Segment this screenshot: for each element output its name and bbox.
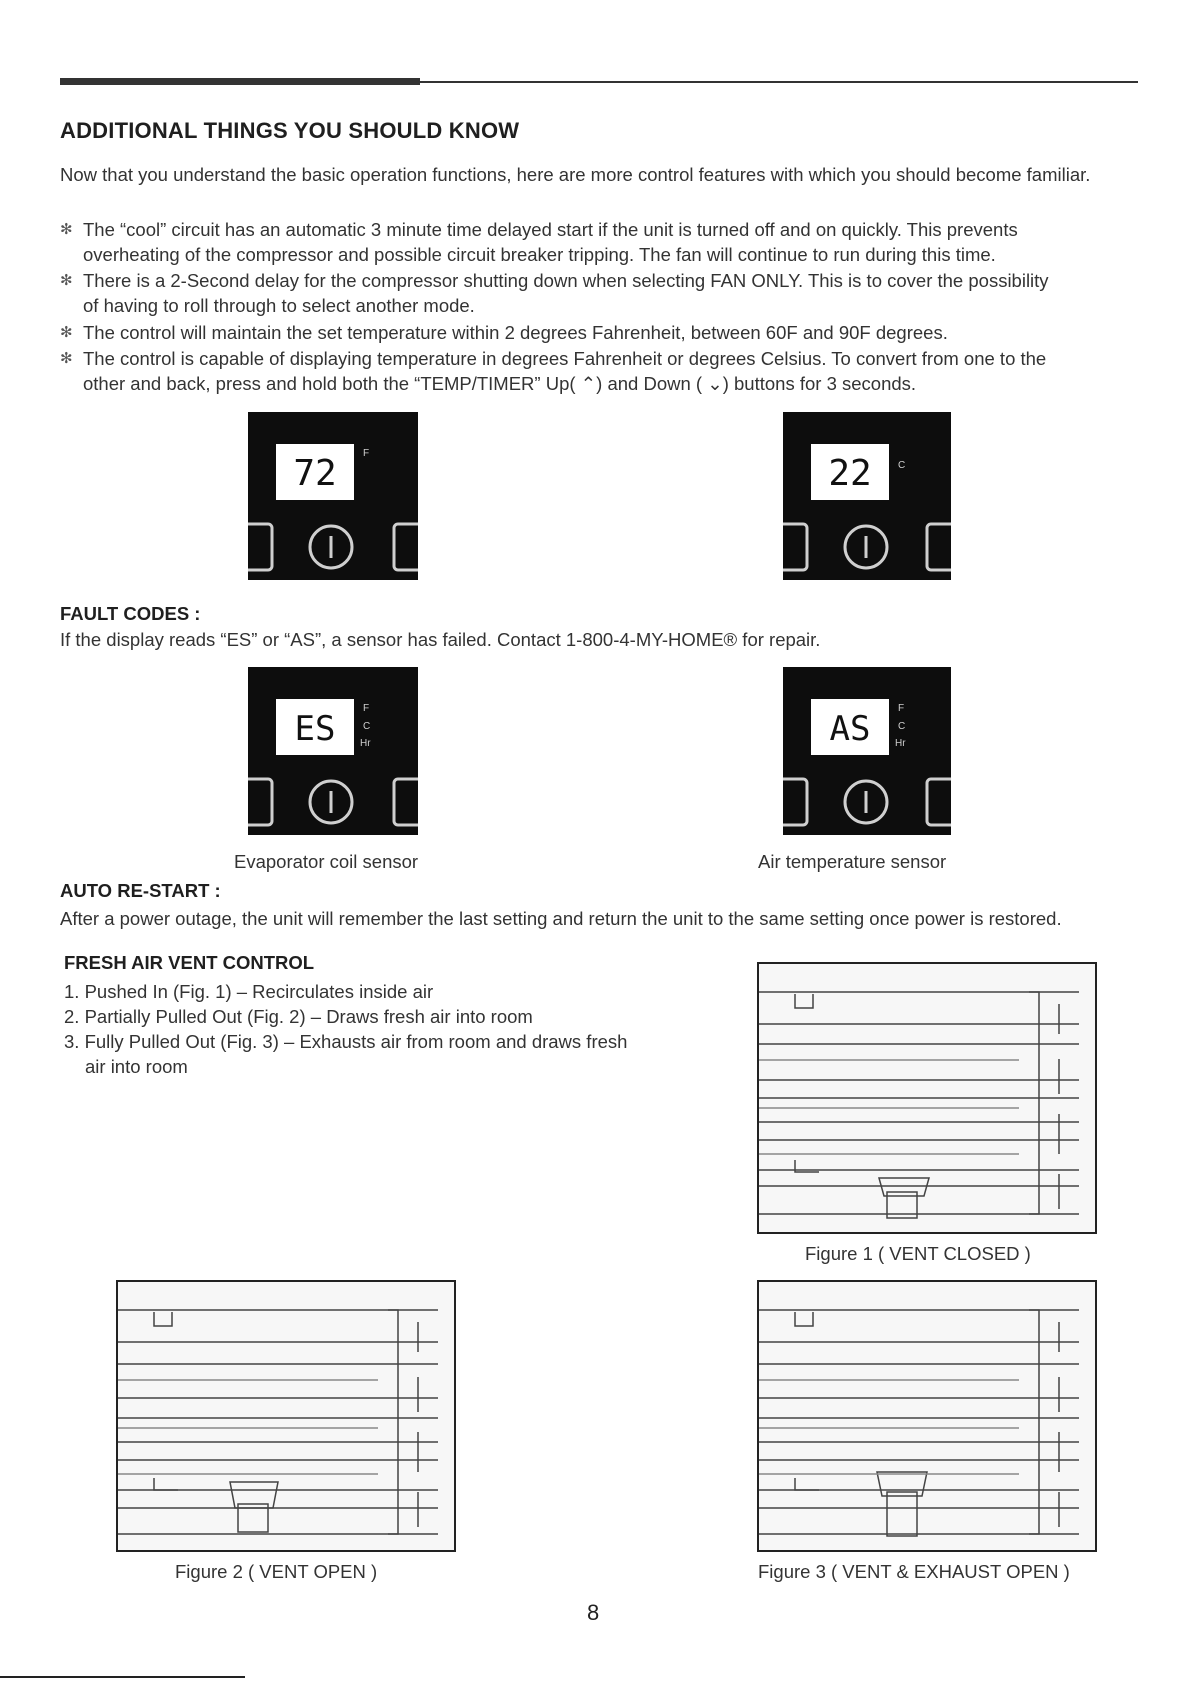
- bullet-item: [60, 268, 1140, 318]
- fault-codes-text: If the display reads “ES” or “AS”, a sensor has failed. Contact 1-800-4-MY-HOME® for repair.: [60, 629, 821, 650]
- as-caption: Air temperature sensor: [758, 851, 947, 872]
- bullet-line: There is a 2-Second delay for the compressor shutting down when selecting FAN ONLY. This is to cover the possibility: [83, 270, 1049, 291]
- bullet-line: The control will maintain the set temperature within 2 degrees Fahrenheit, between 60F and 90F degrees.: [83, 322, 948, 343]
- asterisk-icon: ✻: [60, 221, 73, 238]
- figure-3-caption: Figure 3 ( VENT & EXHAUST OPEN ): [758, 1561, 1070, 1582]
- unit-label: C: [898, 460, 906, 471]
- unit-label: F: [363, 448, 370, 459]
- unit-label: C: [898, 721, 906, 732]
- es-caption: Evaporator coil sensor: [234, 851, 419, 872]
- display-reading: ES: [294, 709, 336, 749]
- figure-2-caption: Figure 2 ( VENT OPEN ): [175, 1561, 378, 1582]
- bullet-item: [60, 346, 1140, 396]
- bullet-line: The “cool” circuit has an automatic 3 minute time delayed start if the unit is turned off and on quickly. This prevents: [83, 219, 1018, 240]
- list-item: 3. Fully Pulled Out (Fig. 3) – Exhausts air from room and draws fresh: [64, 1031, 628, 1052]
- control-panel-fahrenheit: [248, 412, 418, 580]
- page-heading: ADDITIONAL THINGS YOU SHOULD KNOW: [60, 118, 520, 143]
- bullet-item: [60, 320, 1140, 345]
- auto-restart-text: After a power outage, the unit will remember the last setting and return the unit to the same setting once power is restored.: [60, 908, 1062, 929]
- fresh-air-title: FRESH AIR VENT CONTROL: [64, 952, 315, 973]
- unit-label: Hr: [360, 738, 371, 749]
- header-rule-line: [60, 81, 1138, 83]
- intro-paragraph: Now that you understand the basic operation functions, here are more control features with which you should become familiar.: [60, 164, 1091, 185]
- figure-1-caption: Figure 1 ( VENT CLOSED ): [805, 1243, 1031, 1264]
- unit-label: C: [363, 721, 371, 732]
- list-item: 2. Partially Pulled Out (Fig. 2) – Draws fresh air into room: [64, 1006, 533, 1027]
- figure-1-vent-closed: [757, 962, 1097, 1234]
- control-panel-celsius: [783, 412, 951, 580]
- auto-restart-title: AUTO RE-START :: [60, 880, 221, 901]
- bullet-line: other and back, press and hold both the “TEMP/TIMER” Up( ⌃) and Down ( ⌄) buttons for 3 seconds.: [83, 373, 917, 394]
- bullet-item: [60, 217, 1140, 267]
- display-reading: AS: [829, 709, 871, 749]
- asterisk-icon: ✻: [60, 324, 73, 341]
- list-item: air into room: [85, 1056, 188, 1077]
- asterisk-icon: ✻: [60, 272, 73, 289]
- figure-3-vent-exhaust-open: [757, 1280, 1097, 1552]
- control-panel-es: [248, 667, 418, 835]
- unit-label: F: [363, 703, 370, 714]
- list-item: 1. Pushed In (Fig. 1) – Recirculates inside air: [64, 981, 434, 1002]
- bullet-line: The control is capable of displaying temperature in degrees Fahrenheit or degrees Celsius. To convert from one to the: [83, 348, 1047, 369]
- asterisk-icon: ✻: [60, 350, 73, 367]
- display-reading: 72: [293, 453, 337, 494]
- fault-codes-title: FAULT CODES :: [60, 603, 201, 624]
- bullet-line: of having to roll through to select another mode.: [83, 295, 475, 316]
- control-panel-as: [783, 667, 951, 835]
- footer-rule: [0, 1676, 245, 1678]
- unit-label: Hr: [895, 738, 906, 749]
- figure-2-vent-open: [116, 1280, 456, 1552]
- page-number: 8: [587, 1600, 600, 1625]
- bullet-line: overheating of the compressor and possible circuit breaker tripping. The fan will continue to run during this time.: [83, 244, 996, 265]
- display-reading: 22: [828, 453, 872, 494]
- unit-label: F: [898, 703, 905, 714]
